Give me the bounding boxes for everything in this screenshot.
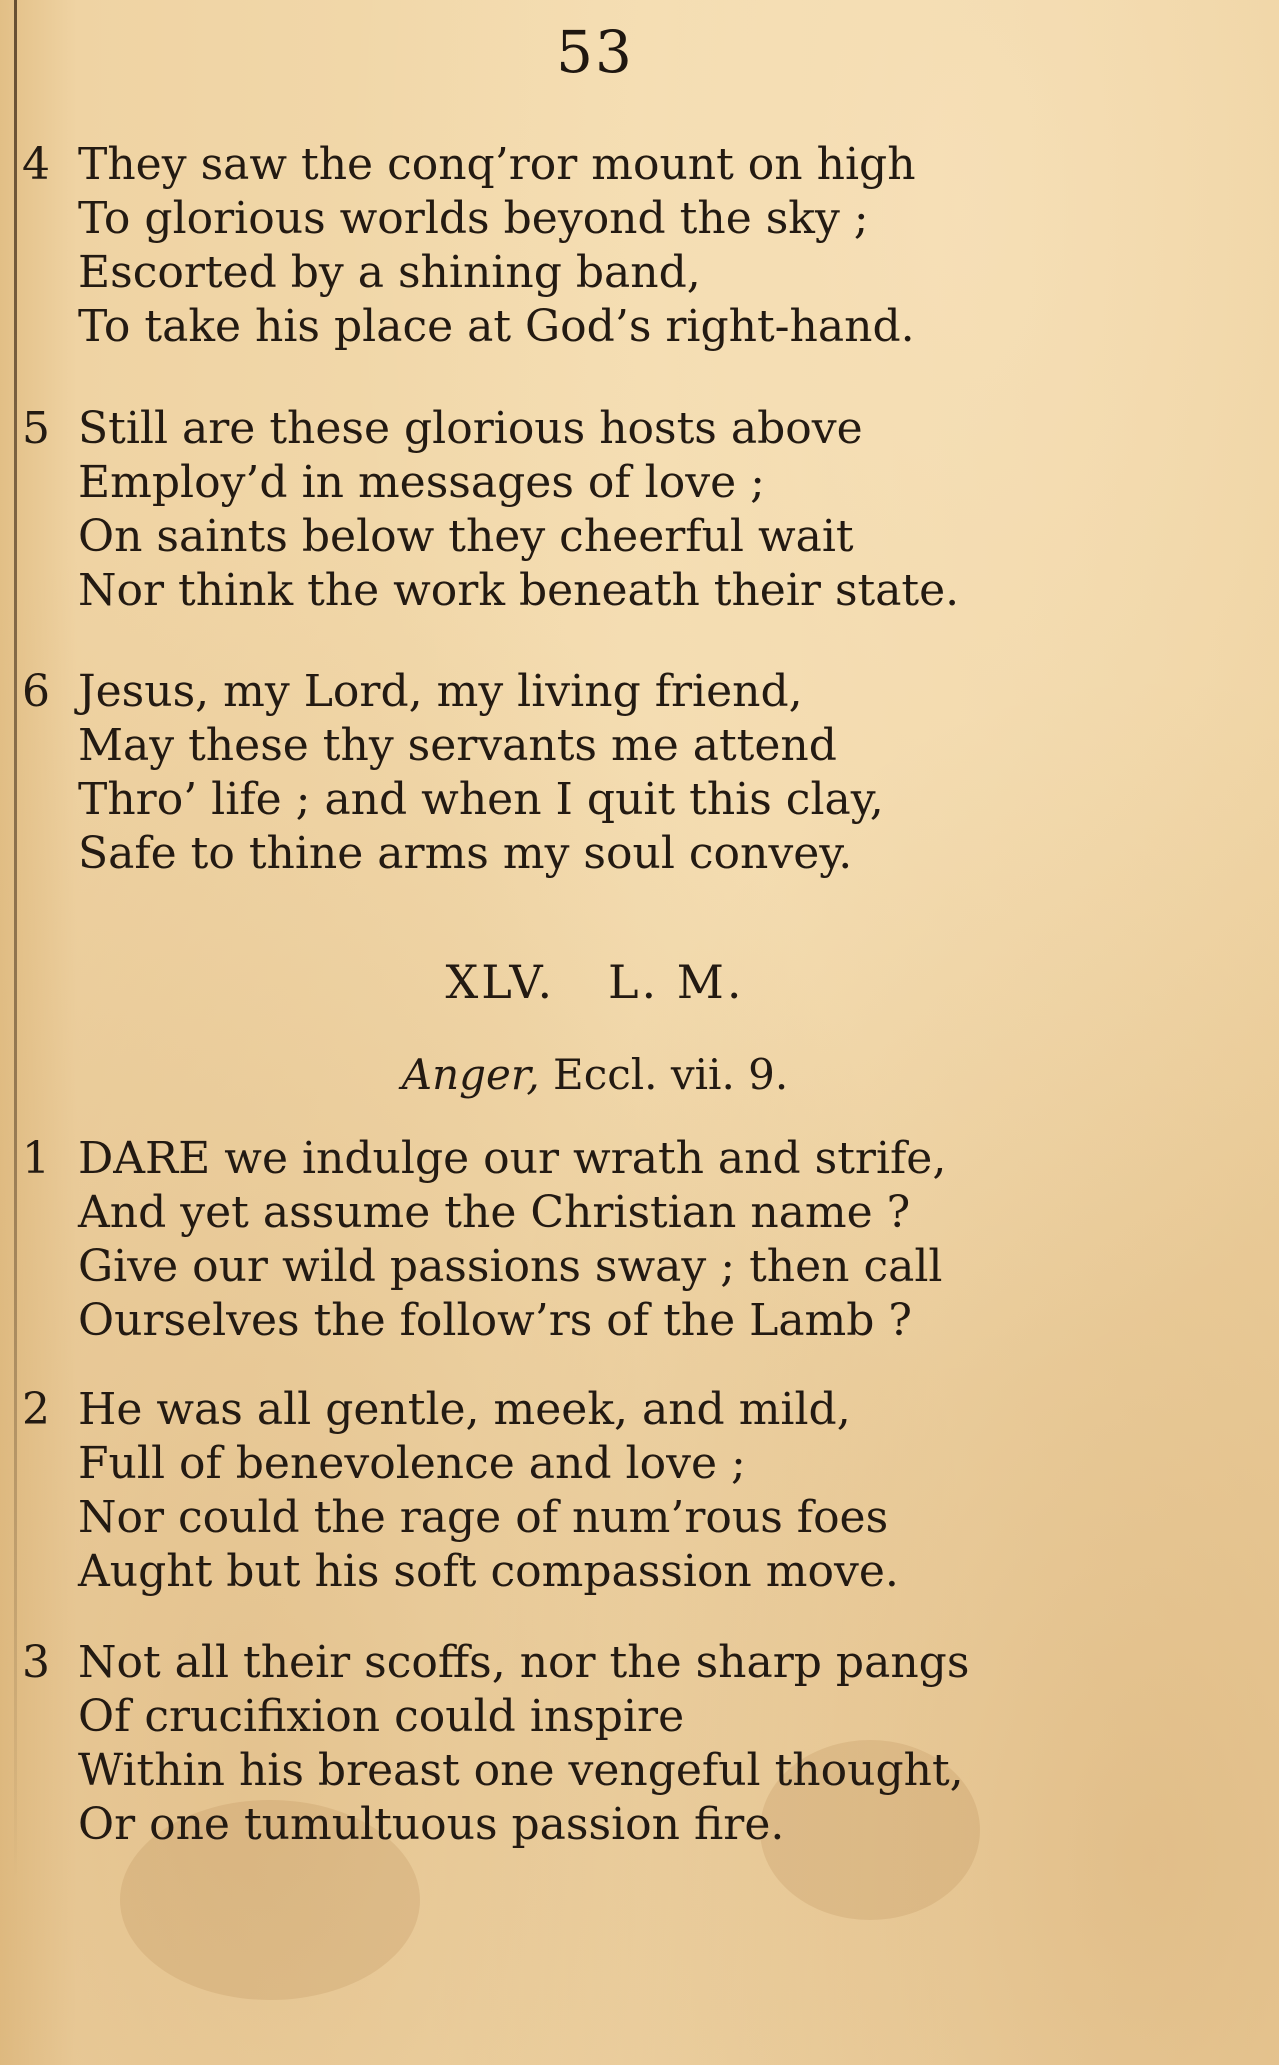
verse-line: Ourselves the follow’rs of the Lamb ? xyxy=(78,1295,913,1346)
hymn-subject-line xyxy=(0,1050,1190,1099)
page-gutter-edge xyxy=(14,0,17,1880)
verse-2 xyxy=(18,1383,1198,1599)
verse-line: May these thy servants me attend xyxy=(78,720,837,771)
verse-line: Safe to thine arms my soul convey. xyxy=(78,828,853,879)
verse-line: Nor think the work beneath their state. xyxy=(78,565,960,616)
verse-lines xyxy=(78,1383,1198,1599)
verse-3 xyxy=(18,1636,1198,1852)
hymn-subject: Anger, xyxy=(401,1050,540,1099)
page-number: 53 xyxy=(556,18,634,86)
verse-lines xyxy=(78,138,1198,354)
verse-number: 3 xyxy=(22,1637,50,1688)
verse-line: Give our wild passions sway ; then call xyxy=(78,1241,943,1292)
verse-line: Jesus, my Lord, my living friend, xyxy=(78,666,803,717)
verse-lines xyxy=(78,402,1198,618)
verse-number: 1 xyxy=(22,1133,50,1184)
verse-line: Escorted by a shining band, xyxy=(78,247,701,298)
verse-number: 2 xyxy=(22,1384,50,1435)
verse-1 xyxy=(18,1132,1198,1348)
hymn-title: XLV. L. M. xyxy=(445,955,745,1009)
verse-lines xyxy=(78,1636,1198,1852)
scripture-reference: Eccl. vii. 9. xyxy=(539,1050,789,1099)
verse-line: DARE we indulge our wrath and strife, xyxy=(78,1133,947,1184)
verse-lines xyxy=(78,1132,1198,1348)
verse-line: On saints below they cheerful wait xyxy=(78,511,854,562)
verse-6 xyxy=(18,665,1198,881)
verse-line: Within his breast one vengeful thought, xyxy=(78,1745,964,1796)
verse-4 xyxy=(18,138,1198,354)
verse-line: And yet assume the Christian name ? xyxy=(78,1187,911,1238)
verse-line: Full of benevolence and love ; xyxy=(78,1438,746,1489)
verse-line: They saw the conq’ror mount on high xyxy=(78,139,916,190)
verse-number: 4 xyxy=(22,139,50,190)
verse-line: Not all their scoffs, nor the sharp pangs xyxy=(78,1637,970,1688)
verse-number: 5 xyxy=(22,403,50,454)
verse-5 xyxy=(18,402,1198,618)
verse-lines xyxy=(78,665,1198,881)
verse-line: To glorious worlds beyond the sky ; xyxy=(78,193,869,244)
verse-line: Of crucifixion could inspire xyxy=(78,1691,685,1742)
verse-line: He was all gentle, meek, and mild, xyxy=(78,1384,851,1435)
verse-line: To take his place at God’s right-hand. xyxy=(78,301,915,352)
verse-line: Still are these glorious hosts above xyxy=(78,403,863,454)
verse-line: Employ’d in messages of love ; xyxy=(78,457,765,508)
verse-line: Or one tumultuous passion fire. xyxy=(78,1799,785,1850)
verse-line: Thro’ life ; and when I quit this clay, xyxy=(78,774,884,825)
verse-line: Nor could the rage of num’rous foes xyxy=(78,1492,889,1543)
verse-line: Aught but his soft compassion move. xyxy=(78,1546,899,1597)
verse-number: 6 xyxy=(22,666,50,717)
